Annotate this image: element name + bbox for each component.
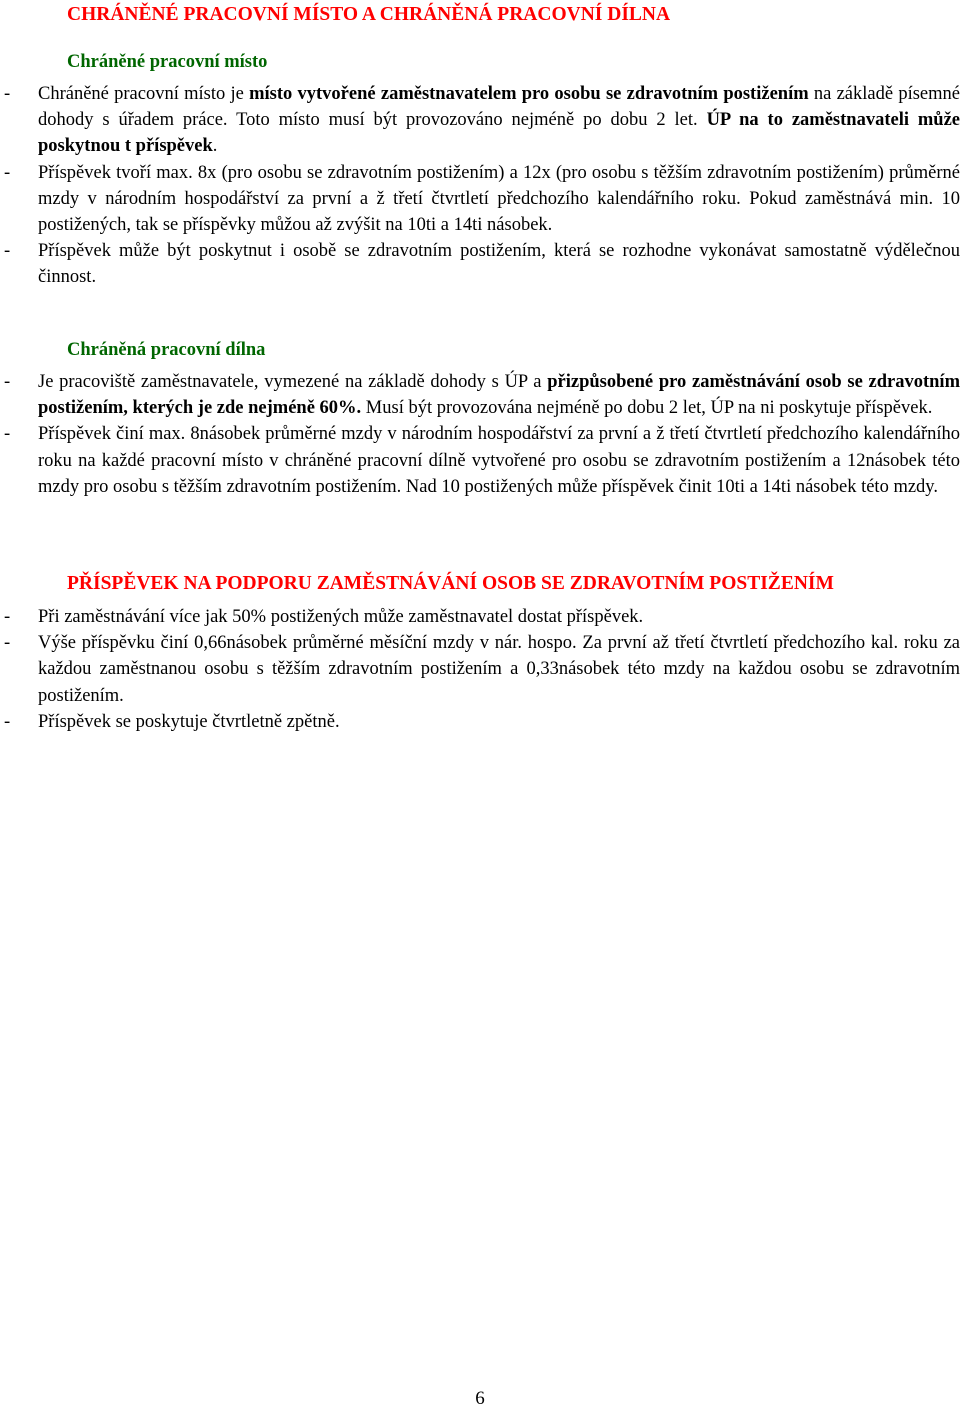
paragraph-text: Příspěvek činí max. 8násobek průměrné mzdy v národním hospodářství za první a ž třetí čtvrtletí předchozího kalendářního roku na každé pracovní místo v chráněné pracovní dílně vytvořené pro osobu se zdravotním postižením a 12násobek této mzdy pro osobu s těžším zdravotním postižením. Nad 10 postižených může příspěvek činit 10ti a 14ti násobek této mzdy.	[38, 424, 960, 497]
protected-workplace-list	[0, 81, 960, 291]
paragraph-text: Příspěvek může být poskytnut i osobě se zdravotním postižením, která se rozhodne vykonávat samostatně výdělečnou činnost.	[38, 241, 960, 288]
bold-text: přizpůsobené pro zaměstnávání osob se zdravotním postižením, kterých je zde nejméně 60%.	[38, 372, 960, 419]
paragraph-text: Je pracoviště zaměstnavatele, vymezené na základě dohody s ÚP a	[38, 372, 548, 392]
section-heading-protected-workplace: Chráněné pracovní místo	[67, 52, 268, 72]
paragraph-text: .	[212, 136, 218, 157]
bullet-dash: -	[4, 424, 11, 445]
list-item	[0, 630, 960, 709]
paragraph-text: Příspěvek tvoří max. 8x (pro osobu se zdravotním postižením) a 12x (pro osobu s těžším zdravotním postižením) průměrné mzdy v národním hospodářství za první a ž třetí čtvrtletí předchozího kalendářního roku. Pokud zaměstnává min. 10 postižených, tak se příspěvky můžou až zvýšit na 10ti a 14ti násobek.	[38, 162, 960, 236]
bullet-dash: -	[4, 711, 11, 732]
bullet-dash: -	[4, 162, 11, 183]
list-item	[0, 369, 960, 421]
list-item	[0, 160, 960, 239]
list-item	[0, 604, 960, 630]
paragraph-text: na základě písemné dohody s úřadem práce. Toto místo musí být provozováno nejméně po dobu 2 let.	[38, 84, 960, 131]
bullet-dash: -	[4, 372, 11, 392]
bullet-dash: -	[4, 607, 11, 627]
bullet-dash: -	[4, 241, 11, 262]
list-item	[0, 709, 960, 735]
bullet-dash: -	[4, 84, 11, 104]
paragraph-text: Při zaměstnávání více jak 50% postižených může zaměstnavatel dostat příspěvek.	[38, 607, 644, 627]
employment-support-list	[0, 604, 960, 735]
section-heading-employment-support: PŘÍSPĚVEK NA PODPORU ZAMĚSTNÁVÁNÍ OSOB SE ZDRAVOTNÍM POSTIŽENÍM	[67, 573, 834, 594]
paragraph-text: Příspěvek se poskytuje čtvrtletně zpětně.	[38, 711, 340, 732]
paragraph-text: Musí být provozována nejméně po dobu 2 let, ÚP na ni poskytuje příspěvek.	[361, 398, 933, 419]
protected-workshop-list	[0, 369, 960, 500]
list-item	[0, 81, 960, 160]
paragraph-text: Chráněné pracovní místo je	[38, 84, 250, 104]
page-title: CHRÁNĚNÉ PRACOVNÍ MÍSTO A CHRÁNĚNÁ PRACOVNÍ DÍLNA	[67, 4, 671, 25]
list-item	[0, 421, 960, 500]
section-heading-protected-workshop: Chráněná pracovní dílna	[67, 340, 266, 360]
bullet-dash: -	[4, 633, 11, 654]
bold-text: místo vytvořené zaměstnavatelem pro osobu se zdravotním postižením	[249, 84, 809, 104]
page-number: 6	[475, 1388, 485, 1409]
list-item	[0, 238, 960, 290]
paragraph-text: Výše příspěvku činí 0,66násobek průměrné měsíční mzdy v nár. hospo. Za první až třetí čtvrtletí předchozího kal. roku za každou zaměstnanou osobu s těžším zdravotním postižením a 0,33násobek této mzdy na každou osobu se zdravotním postižením.	[38, 633, 960, 706]
bold-text: ÚP na to zaměstnavateli může poskytnou t příspěvek	[38, 110, 960, 157]
